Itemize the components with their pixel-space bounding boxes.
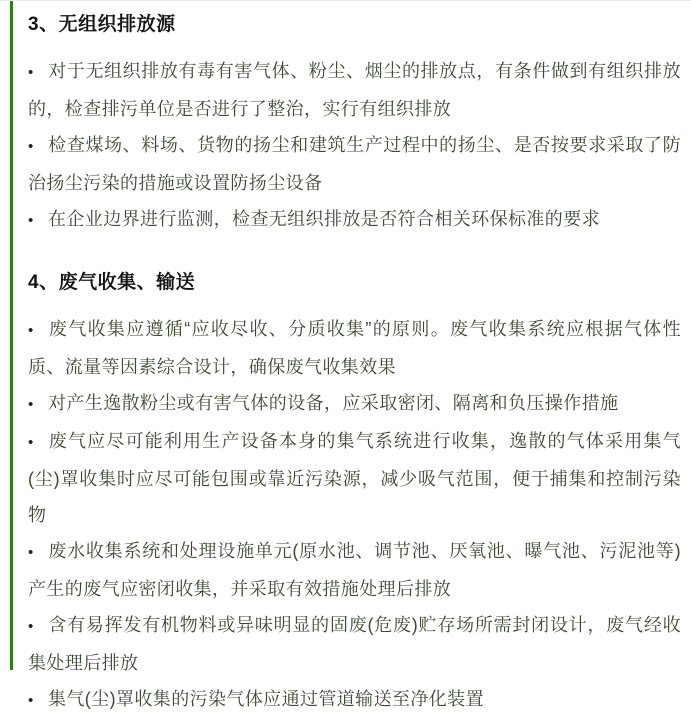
bullet-text: 含有易挥发有机物料或异味明显的固废(危废)贮存场所需封闭设计，废气经收集处理后排放: [28, 615, 681, 673]
bullet-item: [28, 385, 681, 423]
bullet-icon: •: [28, 618, 34, 635]
bullet-text: 集气(尘)罩收集的污染气体应通过管道输送至净化装置: [48, 689, 484, 709]
bullet-text: 对于无组织排放有毒有害气体、粉尘、烟尘的排放点，有条件做到有组织排放的，检查排污单位是否进行了整治，实行有组织排放: [28, 61, 681, 119]
bullet-item: [28, 533, 681, 607]
bullet-text: 废气应尽可能利用生产设备本身的集气系统进行收集，逸散的气体采用集气(尘)罩收集时应尽可能包围或靠近污染源，减少吸气范围，便于捕集和控制污染物: [28, 431, 681, 525]
left-border-line: [10, 1, 13, 670]
bullet-item: [28, 311, 681, 385]
bullet-item: [28, 127, 681, 201]
section-heading: 3、无组织排放源: [28, 14, 176, 35]
section-fugitive-emission-sources: [28, 11, 681, 239]
bullet-text: 在企业边界进行监测，检查无组织排放是否符合相关环保标准的要求: [48, 209, 600, 229]
section-heading: 4、废气收集、输送: [28, 272, 196, 293]
bullet-text: 废气收集应遵循“应收尽收、分质收集”的原则。废气收集系统应根据气体性质、流量等因素综合设计，确保废气收集效果: [28, 319, 681, 377]
bullet-text: 废水收集系统和处理设施单元(原水池、调节池、厌氧池、曝气池、污泥池等)产生的废气应密闭收集，并采取有效措施处理后排放: [28, 541, 681, 599]
bullet-icon: •: [28, 64, 34, 81]
bullet-icon: •: [28, 434, 34, 451]
bullet-item: [28, 423, 681, 533]
bullet-icon: •: [28, 396, 34, 413]
bullet-icon: •: [28, 212, 34, 229]
bullet-item: [28, 681, 681, 719]
bullet-icon: •: [28, 138, 34, 155]
document-content: [28, 11, 681, 719]
bullet-icon: •: [28, 692, 34, 709]
bullet-text: 对产生逸散粉尘或有害气体的设备，应采取密闭、隔离和负压操作措施: [48, 393, 619, 413]
section-waste-gas-collection: [28, 269, 681, 719]
bullet-item: [28, 53, 681, 127]
bullet-text: 检查煤场、料场、货物的扬尘和建筑生产过程中的扬尘、是否按要求采取了防治扬尘污染的措施或设置防扬尘设备: [28, 135, 681, 193]
bullet-icon: •: [28, 544, 34, 561]
bullet-item: [28, 201, 681, 239]
bullet-icon: •: [28, 322, 34, 339]
